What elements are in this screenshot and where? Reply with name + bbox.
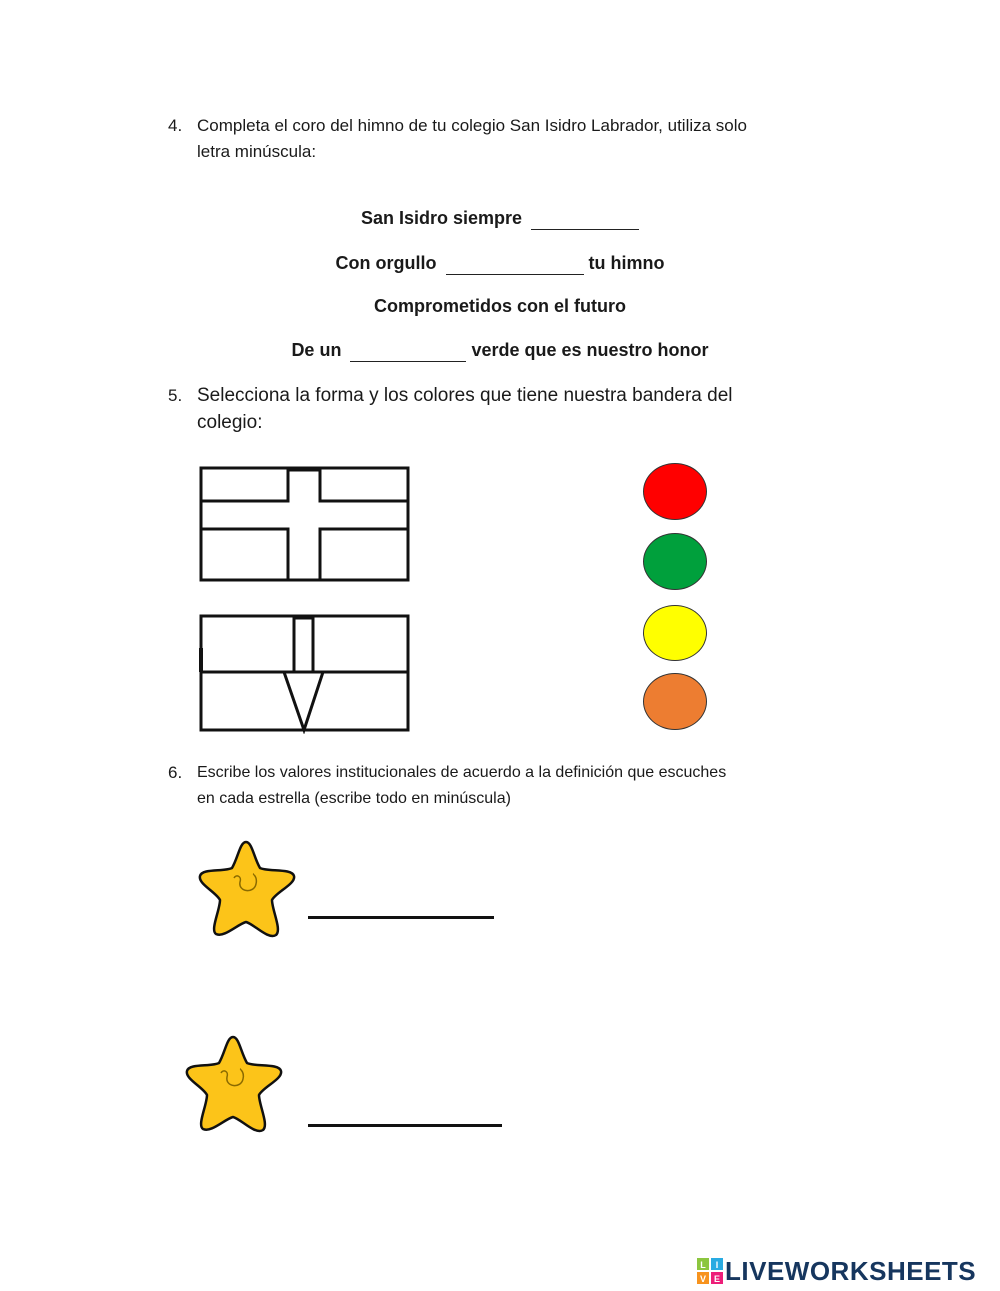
- chorus-blank-1[interactable]: [531, 209, 639, 230]
- flag-option-cross[interactable]: [198, 465, 412, 585]
- question-4-number: 4.: [168, 116, 183, 135]
- color-option-orange[interactable]: [643, 673, 707, 730]
- question-5-number: 5.: [168, 386, 183, 405]
- question-5-line-1: Selecciona la forma y los colores que tiene nuestra bandera del: [197, 385, 733, 406]
- question-6-number: 6.: [168, 763, 183, 782]
- answer-input-1[interactable]: [308, 890, 502, 916]
- logo-icon-letter-v: V: [699, 1274, 707, 1284]
- chorus-line-4-pre: De un: [291, 340, 342, 360]
- chorus-line-1: [0, 208, 1000, 230]
- chorus-blank-3[interactable]: [350, 341, 466, 362]
- chorus-line-2-post: tu himno: [588, 253, 665, 273]
- liveworksheets-logo-icon: [697, 1258, 723, 1284]
- star-icon: [196, 838, 300, 940]
- question-4-text: [197, 113, 877, 165]
- logo-icon-letter-l: L: [700, 1260, 706, 1270]
- question-5-line-2: colegio:: [197, 412, 263, 433]
- question-6-line-2: en cada estrella (escribe todo en minúscula): [197, 790, 511, 807]
- question-6-line-1: Escribe los valores institucionales de acuerdo a la definición que escuches: [197, 764, 727, 781]
- color-option-red[interactable]: [643, 463, 707, 520]
- star-icon: [183, 1033, 287, 1135]
- answer-line-2: [308, 1124, 502, 1127]
- chorus-line-3: Comprometidos con el futuro: [374, 296, 626, 316]
- question-4-line-2: letra minúscula:: [197, 142, 317, 161]
- chorus-line-2: [0, 253, 1000, 275]
- logo-icon-letter-e: E: [713, 1274, 721, 1284]
- logo-icon-letter-i: I: [715, 1260, 719, 1270]
- color-option-yellow[interactable]: [643, 605, 707, 661]
- flag-option-v[interactable]: [198, 612, 412, 734]
- chorus-line-4: [0, 340, 1000, 362]
- chorus-blank-2[interactable]: [446, 254, 584, 275]
- chorus-line-2-pre: Con orgullo: [335, 253, 437, 273]
- question-5-text: [197, 382, 857, 436]
- answer-input-2[interactable]: [308, 1098, 510, 1124]
- color-option-green[interactable]: [643, 533, 707, 590]
- answer-line-1: [308, 916, 494, 919]
- liveworksheets-logo-text: LIVEWORKSHEETS: [725, 1255, 977, 1286]
- chorus-line-1-text: San Isidro siempre: [360, 208, 523, 228]
- question-4-line-1: Completa el coro del himno de tu colegio San Isidro Labrador, utiliza solo: [197, 116, 747, 135]
- question-6-text: [197, 760, 877, 812]
- liveworksheets-logo: [697, 1254, 976, 1288]
- chorus-line-4-post: verde que es nuestro honor: [471, 340, 709, 360]
